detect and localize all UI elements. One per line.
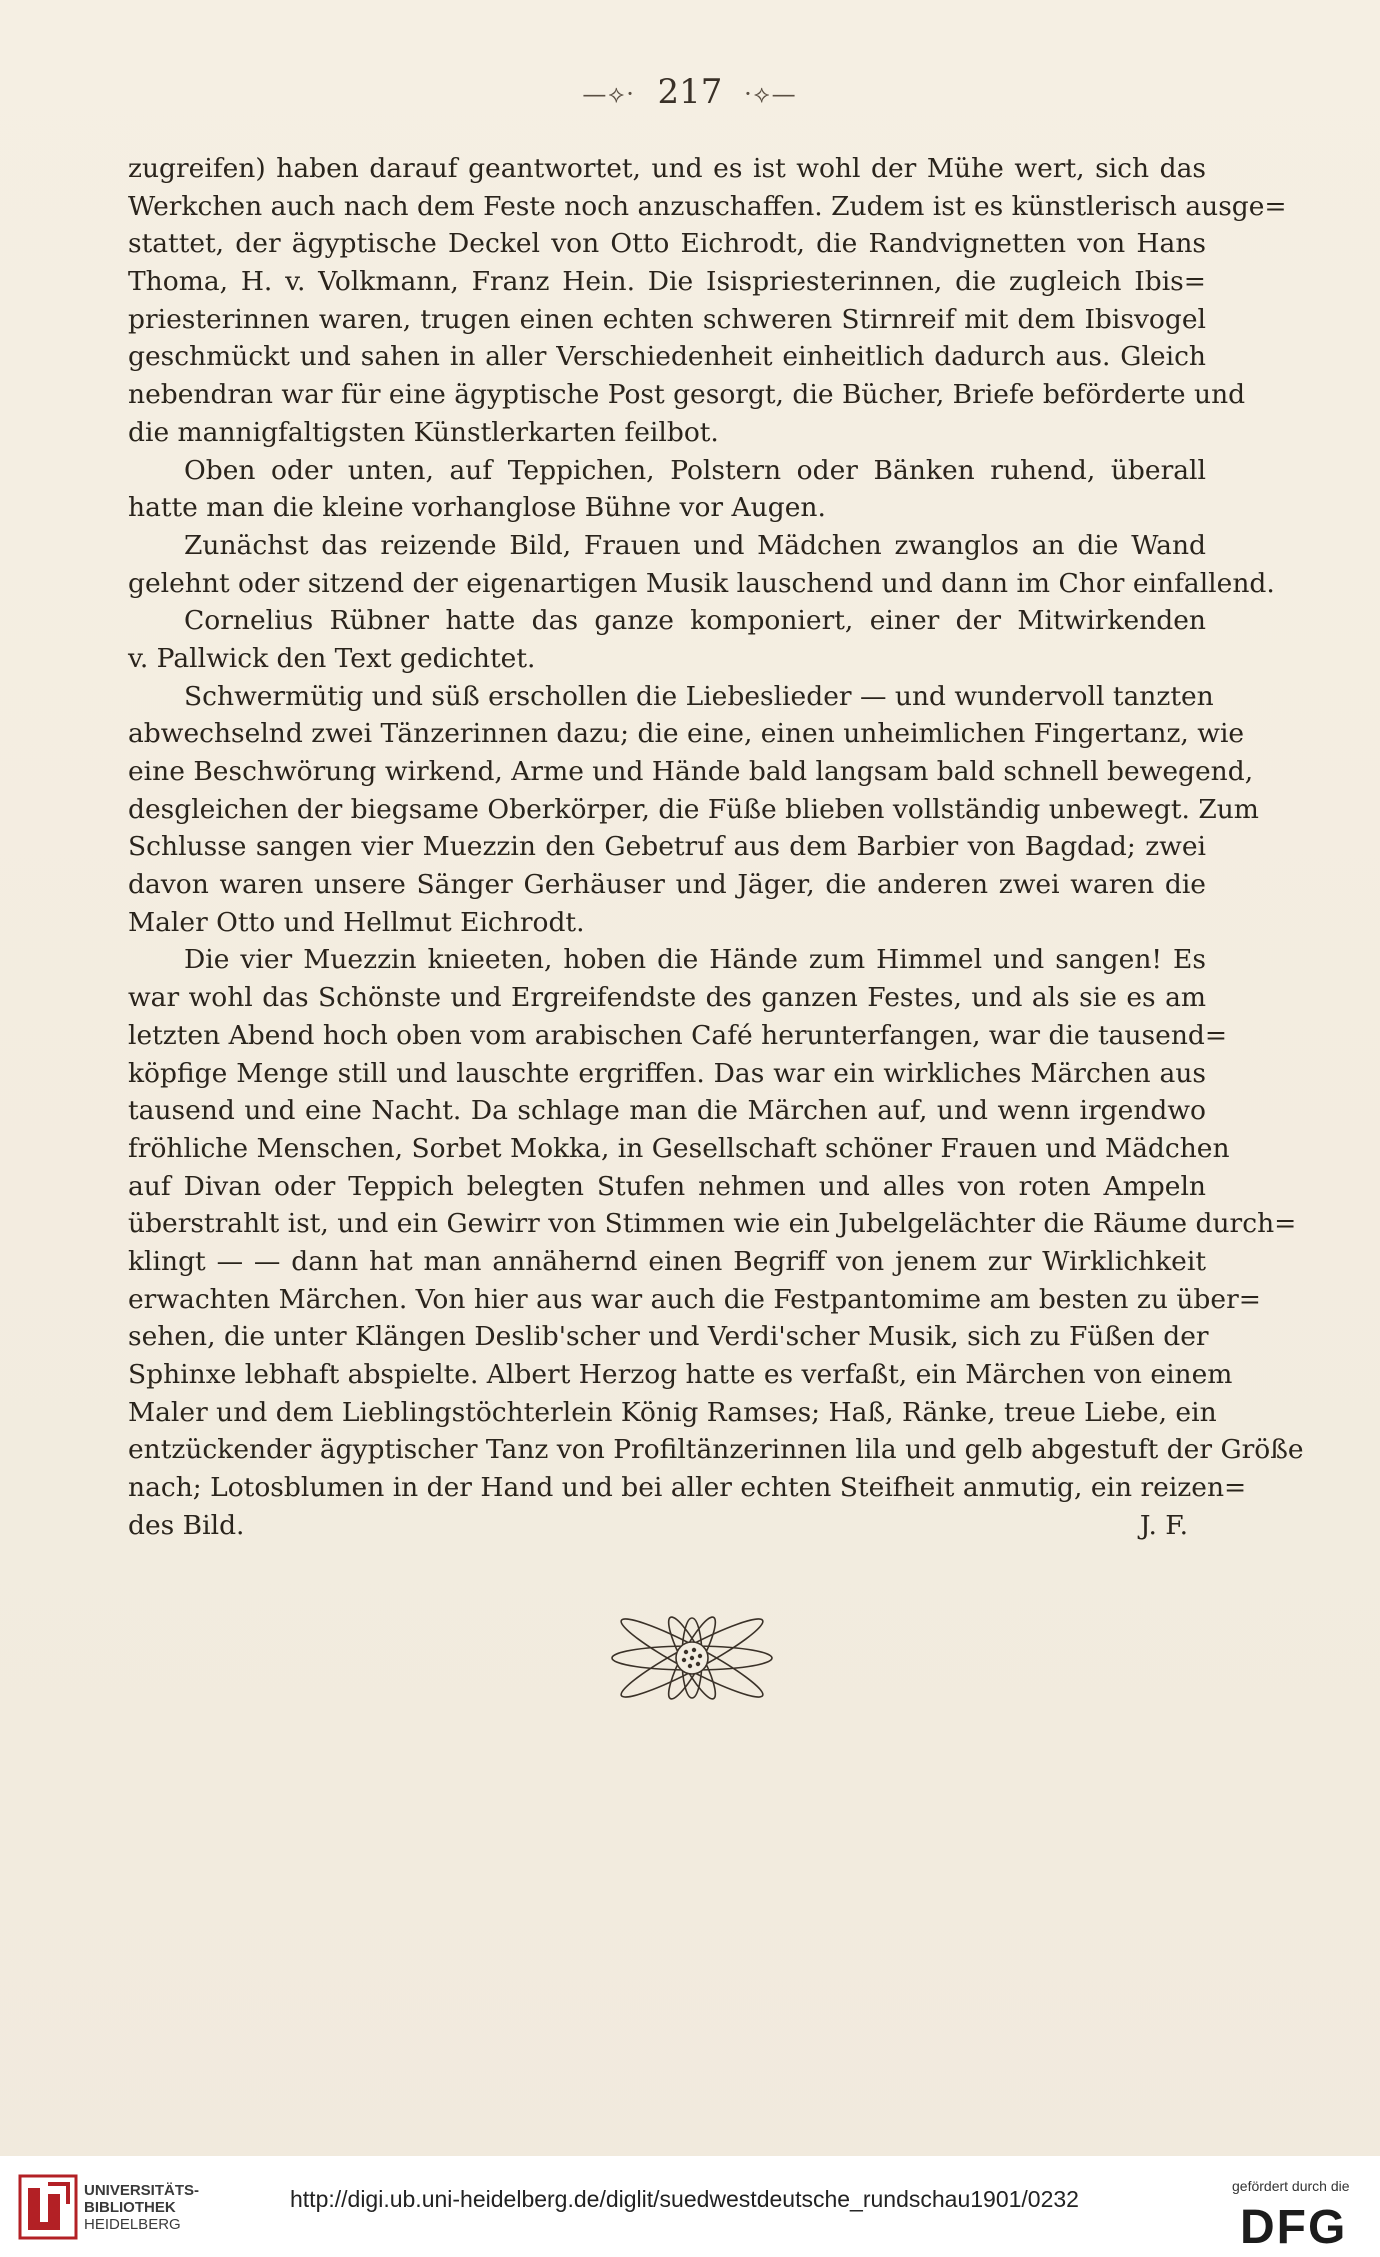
text-line: Sphinxe lebhaft abspielte. Albert Herzog hatte es verfaßt, ein Märchen von einem [128,1359,1233,1390]
text-line: Die vier Muezzin knieeten, hoben die Hände zum Himmel und sangen! Es [184,944,1206,976]
library-line-2: BIBLIOTHEK [84,2199,176,2216]
text-line: des Bild. [128,1509,245,1541]
library-name [84,2182,199,2233]
text-line: sehen, die unter Klängen Deslib'scher und Verdi'scher Musik, sich zu Füßen der [128,1321,1209,1353]
text-line: geschmückt und sahen in aller Verschiedenheit einheitlich dadurch aus. Gleich [128,341,1206,373]
text-line: auf Divan oder Teppich belegten Stufen nehmen und alles von roten Ampeln [128,1170,1206,1202]
header-ornament-left: —⟡· [582,80,636,108]
text-line: war wohl das Schönste und Ergreifendste des ganzen Festes, und als sie es am [128,982,1206,1014]
text-line: fröhliche Menschen, Sorbet Mokka, in Gesellschaft schöner Frauen und Mädchen [128,1132,1230,1164]
text-line: hatte man die kleine vorhanglose Bühne vor Augen. [128,492,826,524]
text-line: zugreifen) haben darauf geantwortet, und es ist wohl der Mühe wert, sich das [128,153,1206,184]
page-number: 217 [657,72,723,112]
edelweiss-ornament-icon [608,1612,776,1704]
text-line: Maler und dem Lieblingstöchterlein König Ramses; Haß, Ränke, treue Liebe, ein [128,1396,1217,1428]
text-line: Cornelius Rübner hatte das ganze komponiert, einer der Mitwirkenden [184,605,1206,637]
text-line: nebendran war für eine ägyptische Post gesorgt, die Bücher, Briefe beförderte und [128,379,1246,411]
dfg-logo: DFG [1240,2201,1348,2254]
text-line: davon waren unsere Sänger Gerhäuser und Jäger, die anderen zwei waren die [128,869,1206,901]
text-line: Zunächst das reizende Bild, Frauen und Mädchen zwanglos an die Wand [184,529,1206,561]
author-signature: J. F. [1139,1509,1188,1541]
text-line: eine Beschwörung wirkend, Arme und Hände bald langsam bald schnell bewegend, [128,756,1254,787]
text-line: Maler Otto und Hellmut Eichrodt. [128,906,585,938]
text-line: abwechselnd zwei Tänzerinnen dazu; die eine, einen unheimlichen Fingertanz, wie [128,718,1245,750]
article-body [128,150,1304,1544]
funding-note: gefördert durch die [1232,2178,1350,2194]
digitization-footer [0,2156,1380,2257]
source-url-link[interactable]: http://digi.ub.uni-heidelberg.de/diglit/suedwestdeutsche_rundschau1901/0232 [290,2186,1079,2212]
text-line: die mannigfaltigsten Künstlerkarten feilbot. [128,416,719,448]
text-line: klingt — — dann hat man annähernd einen Begriff von jenem zur Wirklichkeit [128,1245,1206,1277]
text-line: Thoma, H. v. Volkmann, Franz Hein. Die Isispriesterinnen, die zugleich Ibis= [128,266,1206,298]
text-line: Werkchen auch nach dem Feste noch anzuschaffen. Zudem ist es künstlerisch ausge= [128,190,1287,222]
header-ornament-right: ·⟡— [744,80,798,108]
library-logo-icon [18,2174,78,2240]
page-header [0,72,1380,112]
text-line: tausend und eine Nacht. Da schlage man die Märchen auf, und wenn irgendwo [128,1095,1206,1127]
text-line: erwachten Märchen. Von hier aus war auch die Festpantomime am besten zu über= [128,1283,1261,1315]
text-line: stattet, der ägyptische Deckel von Otto Eichrodt, die Randvignetten von Hans [128,228,1206,260]
text-line: gelehnt oder sitzend der eigenartigen Musik lauschend und dann im Chor einfallend. [128,567,1275,599]
text-line: desgleichen der biegsame Oberkörper, die Füße blieben vollständig unbewegt. Zum [128,793,1259,825]
text-line: priesterinnen waren, trugen einen echten schweren Stirnreif mit dem Ibisvogel [128,303,1206,335]
closing-line [128,1507,1206,1545]
text-line: Schlusse sangen vier Muezzin den Gebetruf aus dem Barbier von Bagdad; zwei [128,831,1206,863]
library-line-1: UNIVERSITÄTS- [84,2182,200,2199]
text-line: entzückender ägyptischer Tanz von Profiltänzerinnen lila und gelb abgestuft der Größe [128,1434,1304,1466]
text-line: letzten Abend hoch oben vom arabischen Café herunterfangen, war die tausend= [128,1019,1228,1051]
text-line: Schwermütig und süß erschollen die Liebeslieder — und wundervoll tanzten [184,680,1214,712]
text-line: überstrahlt ist, und ein Gewirr von Stimmen wie ein Jubelgelächter die Räume durch= [128,1208,1297,1240]
text-line: nach; Lotosblumen in der Hand und bei aller echten Steifheit anmutig, ein reizen= [128,1472,1247,1504]
library-line-3: HEIDELBERG [84,2216,181,2233]
text-line: köpfige Menge still und lauschte ergriffen. Das war ein wirkliches Märchen aus [128,1057,1206,1089]
text-line: Oben oder unten, auf Teppichen, Polstern oder Bänken ruhend, überall [184,454,1206,486]
text-line: v. Pallwick den Text gedichtet. [128,642,536,674]
